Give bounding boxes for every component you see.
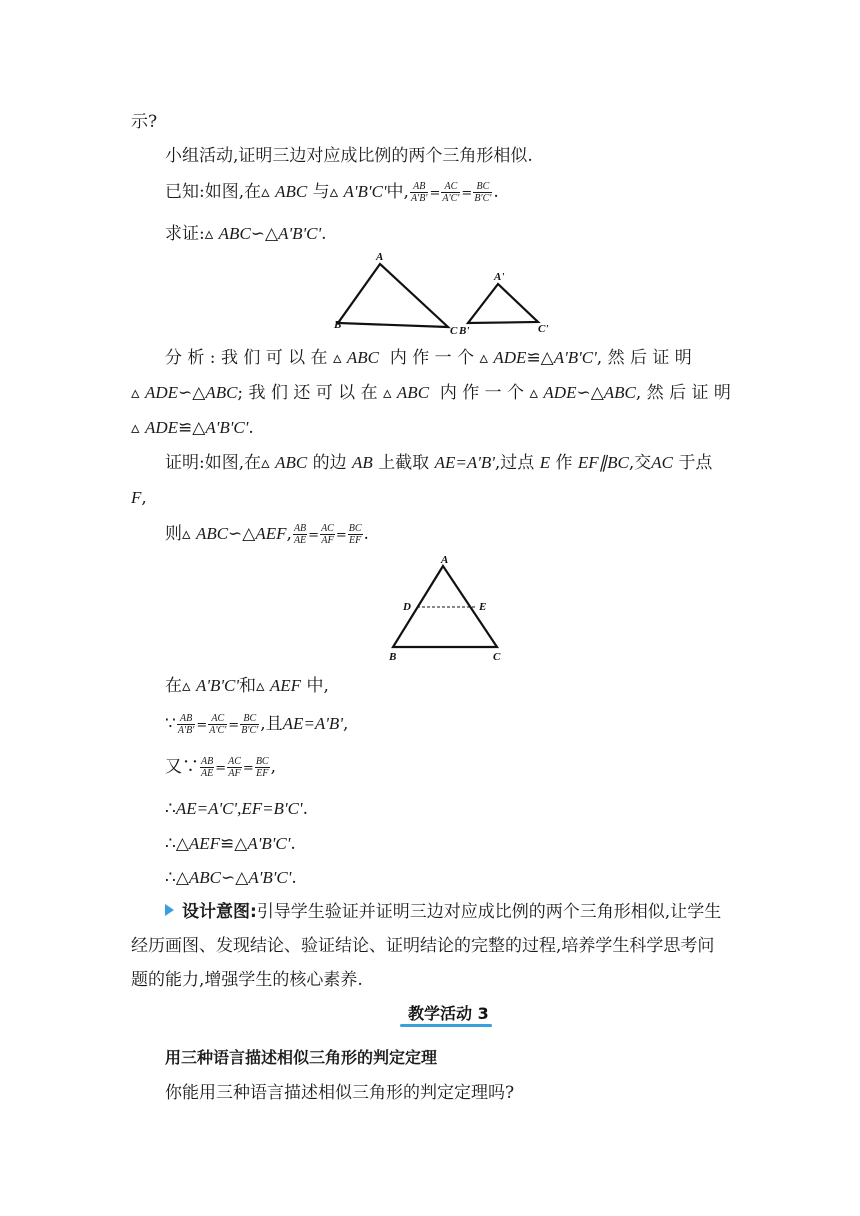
- section-title: 用三种语言描述相似三角形的判定定理: [165, 1048, 438, 1067]
- design-intent-line: 设计意图:引导学生验证并证明三边对应成比例的两个三角形相似,让学生: [165, 900, 721, 924]
- analysis-line: ▵ ADE≌△A'B'C'.: [131, 418, 254, 438]
- proof-line: ∴△ABC∽△A'B'C'.: [165, 868, 297, 888]
- fraction: $\frac{AB}{AE}$: [201, 756, 214, 779]
- label-e: E: [479, 601, 487, 613]
- proof-line: ∵ $\frac{AB}{A'B'}$ = $\frac{AC}{A'C'}$ = $\frac{BC}{B'C'}$ ,且AE=A'B',: [165, 713, 349, 736]
- proof-line: 又∵ $\frac{AB}{AE}$ = $\frac{AC}{AF}$ = $\frac{BC}{EF}$ ,: [165, 756, 276, 779]
- label-d: D: [403, 601, 411, 613]
- fraction: $\frac{AC}{A'C'}$: [209, 713, 227, 736]
- label-b: B: [334, 319, 342, 331]
- fraction: $\frac{BC}{EF}$: [255, 756, 269, 779]
- label-c: C: [493, 651, 501, 663]
- prove-line: 求证:▵ ABC∽△A'B'C'.: [165, 224, 327, 244]
- fraction: $\frac{AC}{AF}$: [321, 523, 334, 546]
- triangle-a2b2c2: [468, 284, 538, 323]
- label-a: A: [441, 554, 449, 566]
- triangle-bullet-icon: [165, 904, 174, 916]
- text: 与: [312, 182, 330, 202]
- text: 已知:如图,在: [165, 182, 262, 202]
- fraction: $\frac{AB}{A'B'}$: [177, 713, 195, 736]
- fraction: $\frac{BC}{B'C'}$: [241, 713, 259, 736]
- math: A'B'C': [343, 182, 387, 201]
- design-intent-line: 经历画图、发现结论、验证结论、证明结论的完整的过程,培养学生科学思考问: [131, 936, 715, 956]
- proof-line: ∴AE=A'C',EF=B'C'.: [165, 799, 308, 819]
- math: ABC: [275, 182, 308, 201]
- proof-line: F,: [131, 488, 147, 508]
- figure-triangle-ade: [385, 552, 515, 664]
- design-intent-line: 题的能力,增强学生的核心素养.: [131, 970, 363, 990]
- label-b2: B': [459, 325, 470, 337]
- proof-line: ∴△AEF≌△A'B'C'.: [165, 834, 296, 854]
- label-a2: A': [494, 271, 505, 283]
- text-line: 小组活动,证明三边对应成比例的两个三角形相似.: [165, 146, 533, 166]
- triangle-abc: [338, 264, 448, 327]
- fraction: $\frac{AB}{A'B'}$: [410, 181, 428, 204]
- fraction: $\frac{BC}{EF}$: [348, 523, 362, 546]
- activity-label: 教学活动 3: [408, 1004, 489, 1023]
- label-a: A: [376, 251, 384, 263]
- triangle-symbol: ▵: [261, 182, 276, 202]
- label-c2: C': [538, 323, 549, 335]
- label-c: C: [450, 325, 458, 337]
- question-line: 你能用三种语言描述相似三角形的判定定理吗?: [165, 1083, 515, 1103]
- given-line: 已知:如图,在▵ ABC 与▵ A'B'C'中, $\frac{AB}{A'B'}$ = $\frac{AC}{A'C'}$ = $\frac{BC}{B'C'}$ .: [165, 181, 499, 204]
- fraction: $\frac{BC}{B'C'}$: [474, 181, 492, 204]
- fraction: $\frac{AC}{AF}$: [228, 756, 241, 779]
- fraction: $\frac{AB}{AE}$: [293, 523, 307, 546]
- proof-line: 证明:如图,在▵ ABC 的边 AB 上截取 AE=A'B',过点 E 作 EF∥BC,交AC 于点: [165, 453, 713, 473]
- label-b: B: [389, 651, 397, 663]
- activity-heading: [400, 1000, 492, 1026]
- text: 中,: [386, 182, 409, 202]
- fraction: $\frac{AC}{A'C'}$: [442, 181, 460, 204]
- figure-two-triangles: [330, 250, 560, 340]
- text-line: 示?: [131, 112, 158, 132]
- activity-underline: [400, 1024, 492, 1027]
- proof-line: 则▵ ABC∽△AEF, $\frac{AB}{AE}$ = $\frac{AC}{AF}$ = $\frac{BC}{EF}$ .: [165, 523, 369, 546]
- design-label: 设计意图:: [182, 902, 257, 922]
- analysis-line: ▵ ADE∽△ABC; 我 们 还 可 以 在 ▵ ABC 内 作 一 个 ▵ ADE∽△ABC, 然 后 证 明: [131, 383, 731, 403]
- proof-line: 在▵ A'B'C'和▵ AEF 中,: [165, 676, 329, 696]
- triangle-symbol: ▵: [329, 182, 344, 202]
- analysis-line: 分 析 : 我 们 可 以 在 ▵ ABC 内 作 一 个 ▵ ADE≌△A'B'C', 然 后 证 明: [165, 348, 692, 368]
